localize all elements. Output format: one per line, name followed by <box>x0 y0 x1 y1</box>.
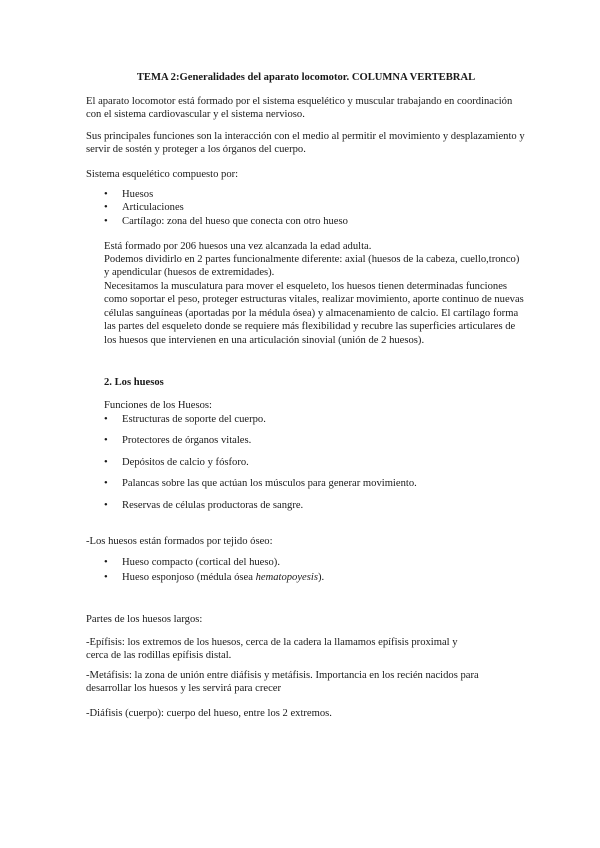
list-item: • Articulaciones <box>104 201 524 214</box>
list-item: • Huesos <box>104 188 524 201</box>
diafisis-paragraph: -Diáfisis (cuerpo): cuerpo del hueso, entre los 2 extremos. <box>86 708 332 719</box>
list-item: • Hueso esponjoso (médula ósea hematopoyesis). <box>104 571 524 584</box>
tissue-label: -Los huesos están formados por tejido óseo: <box>86 536 273 547</box>
section-heading: 2. Los huesos <box>104 377 164 388</box>
list-item: • Reservas de células productoras de sangre. <box>104 499 524 512</box>
parts-label: Partes de los huesos largos: <box>86 614 203 625</box>
list-item: • Protectores de órganos vitales. <box>104 434 524 447</box>
list-item: • Cartílago: zona del hueso que conecta con otro hueso <box>104 215 524 228</box>
details-line-1: Está formado por 206 huesos una vez alcanzada la edad adulta. <box>104 241 372 252</box>
page-title: TEMA 2:Generalidades del aparato locomotor. COLUMNA VERTEBRAL <box>136 72 476 83</box>
tissue-list <box>104 556 524 585</box>
details-line-2: Podemos dividirlo en 2 partes funcionalmente diferente: axial (huesos de la cabeza, cuello,tronco) y apendicular (huesos de extremidades). <box>104 254 520 279</box>
list-item: • Estructuras de soporte del cuerpo. <box>104 413 524 426</box>
list-item: • Palancas sobre las que actúan los músculos para generar movimiento. <box>104 477 524 490</box>
skeletal-components-list <box>104 188 524 228</box>
functions-label: Funciones de los Huesos: <box>104 400 212 411</box>
intro-paragraph-2: Sus principales funciones son la interacción con el medio al permitir el movimiento y desplazamiento y servir de sostén y proteger a los órganos del cuerpo. <box>86 131 525 156</box>
metafisis-paragraph: -Metáfisis: la zona de unión entre diáfisis y metáfisis. Importancia en los recién nacidos para desarrollar los huesos y les servirá para crecer <box>86 670 479 695</box>
epifisis-paragraph: -Epífisis: los extremos de los huesos, cerca de la cadera la llamamos epífisis proximal y cerca de las rodillas epífisis distal. <box>86 637 458 662</box>
functions-list <box>104 413 524 512</box>
list-item: • Depósitos de calcio y fósforo. <box>104 456 524 469</box>
details-line-3: Necesitamos la musculatura para mover el esqueleto, los huesos tienen determinadas funciones como soportar el peso, proteger estructuras vitales, realizar movimiento, aporte continuo de nuevas células sanguíneas (aportadas por la médula ósea) y almacenamiento de calcio. El cartílago forma las partes del esqueleto donde se requiere más flexibilidad y recubre las superficies articulares de los huesos que intervienen en una articulación sinovial (unión de 2 huesos). <box>104 281 524 346</box>
list-item: • Hueso compacto (cortical del hueso). <box>104 556 524 569</box>
intro-paragraph-3: Sistema esquelético compuesto por: <box>86 169 239 180</box>
intro-paragraph-1: El aparato locomotor está formado por el sistema esquelético y muscular trabajando en coordinación con el sistema cardiovascular y el sistema nervioso. <box>86 96 513 121</box>
